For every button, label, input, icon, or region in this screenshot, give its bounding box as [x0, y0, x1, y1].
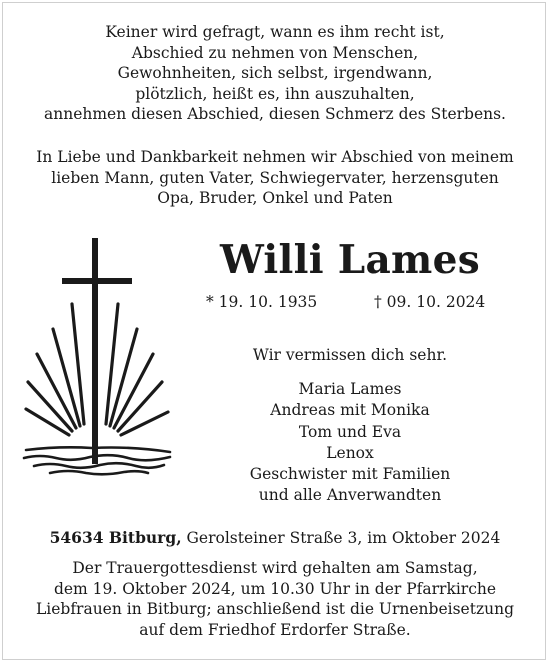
family-member: Tom und Eva	[298, 422, 402, 441]
miss-text: Wir vermissen dich sehr.	[252, 346, 448, 364]
family-member: Lenox	[326, 443, 374, 462]
intro-line: Opa, Bruder, Onkel und Paten	[157, 189, 393, 207]
service-line: auf dem Friedhof Erdorfer Straße.	[139, 620, 411, 639]
poem-line: Gewohnheiten, sich selbst, irgendwann,	[117, 64, 433, 82]
deceased-name: Willi Lames	[220, 237, 480, 283]
poem-line: annehmen diesen Abschied, diesen Schmerz des Sterbens.	[44, 105, 506, 123]
address-rest: Gerolsteiner Straße 3, im Oktober 2024	[181, 529, 501, 547]
intro-text	[0, 147, 550, 209]
intro-line: In Liebe und Dankbarkeit nehmen wir Abschied von meinem	[36, 148, 514, 166]
poem-line: Abschied zu nehmen von Menschen,	[131, 43, 419, 62]
poem-line: plötzlich, heißt es, ihn auszuhalten,	[135, 84, 415, 103]
poem	[0, 22, 550, 125]
family-member: Andreas mit Monika	[270, 401, 430, 420]
address-line	[0, 528, 550, 548]
family-list	[190, 379, 510, 507]
family-member: und alle Anverwandten	[258, 486, 442, 505]
service-line: dem 19. Oktober 2024, um 10.30 Uhr in der Pfarrkirche	[53, 579, 497, 598]
service-line: Der Trauergottesdienst wird gehalten am Samstag,	[72, 559, 478, 577]
birth-date: * 19. 10. 1935	[206, 293, 318, 311]
intro-line: lieben Mann, guten Vater, Schwiegervater, herzensguten	[51, 168, 499, 187]
service-info	[0, 558, 550, 640]
address-place: 54634 Bitburg,	[49, 528, 182, 547]
death-date: † 09. 10. 2024	[374, 293, 486, 311]
service-line: Liebfrauen in Bitburg; anschließend ist die Urnenbeisetzung	[35, 600, 515, 618]
family-member: Geschwister mit Familien	[249, 465, 451, 484]
family-member: Maria Lames	[298, 380, 402, 398]
cross-with-rays-icon	[20, 234, 180, 479]
poem-line: Keiner wird gefragt, wann es ihm recht ist,	[105, 23, 445, 41]
